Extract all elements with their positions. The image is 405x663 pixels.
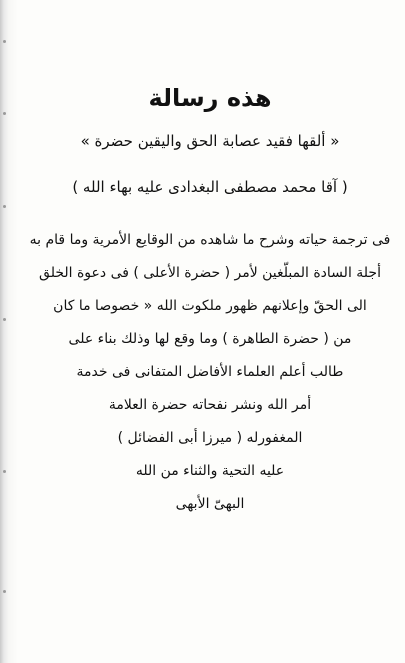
body-line: البهىّ الأبهى bbox=[175, 496, 245, 512]
subtitle-line-2: ( آقا محمد مصطفى البغدادى عليه بهاء الله ) bbox=[72, 178, 348, 196]
scan-speck bbox=[3, 112, 6, 115]
scanned-page-edge bbox=[0, 0, 18, 663]
scan-speck bbox=[3, 590, 6, 593]
body-line: الى الحقّ وإعلانهم ظهور ملكوت الله « خصوصا ما كان bbox=[53, 298, 367, 314]
scan-speck bbox=[3, 205, 6, 208]
subtitle-line-1: « ألقها فقيد عصابة الحق واليقين حضرة » bbox=[80, 132, 340, 150]
body-line: أمر الله ونشر نفحاته حضرة العلامة bbox=[108, 397, 312, 413]
body-line: فى ترجمة حياته وشرح ما شاهده من الوقايع الأمرية وما قام به bbox=[29, 232, 391, 248]
scan-speck bbox=[3, 470, 6, 473]
body-line: طالب أعلم العلماء الأفاضل المتفانى فى خدمة bbox=[76, 364, 344, 380]
body-line: المغفورله ( ميرزا أبى الفضائل ) bbox=[117, 430, 303, 446]
scan-speck bbox=[3, 40, 6, 43]
body-line: من ( حضرة الطاهرة ) وما وقع لها وذلك بناء على bbox=[68, 331, 352, 347]
page-title: هذه رسالة bbox=[148, 84, 272, 112]
scan-speck bbox=[3, 318, 6, 321]
body-line: أجلة السادة المبلّغين لأمر ( حضرة الأعلى ) فى دعوة الخلق bbox=[39, 265, 381, 281]
body-line: عليه التحية والثناء من الله bbox=[135, 463, 285, 479]
